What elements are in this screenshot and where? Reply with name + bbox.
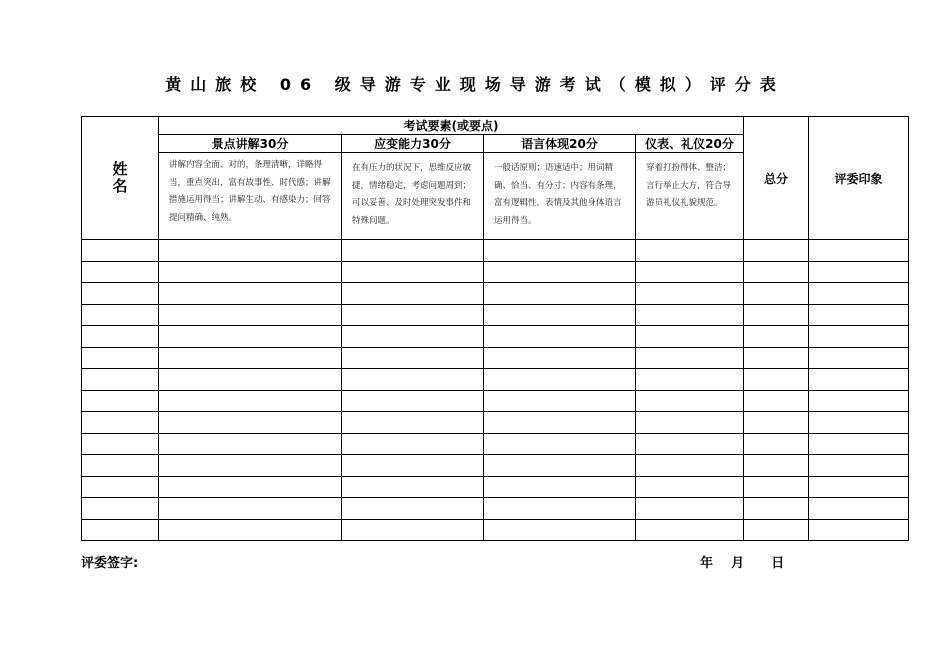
table-cell[interactable]: [484, 283, 636, 305]
table-cell[interactable]: [809, 326, 909, 348]
score-table: [81, 116, 909, 541]
table-cell[interactable]: [809, 519, 909, 541]
table-cell[interactable]: [342, 369, 484, 391]
table-row: [82, 412, 909, 434]
table-cell[interactable]: [484, 240, 636, 262]
table-cell[interactable]: [82, 240, 159, 262]
name-header-char: 姓: [112, 160, 128, 178]
category-description-adaptability: [342, 153, 484, 240]
table-cell[interactable]: [744, 283, 809, 305]
table-cell[interactable]: [809, 476, 909, 498]
category-header-etiquette: 仪表、礼仪20分: [636, 135, 744, 153]
table-row: [82, 455, 909, 477]
table-cell[interactable]: [636, 261, 744, 283]
table-cell[interactable]: [636, 433, 744, 455]
table-cell[interactable]: [159, 498, 342, 520]
table-cell[interactable]: [809, 240, 909, 262]
table-cell[interactable]: [342, 326, 484, 348]
table-cell[interactable]: [636, 476, 744, 498]
description-text: 讲解内容全面、对的，条理清晰，详略得当，重点突出，富有故事性、时代感；讲解措施运用得当；讲解生动、有感染力；回答提问精确、纯熟。: [169, 160, 331, 223]
table-cell[interactable]: [82, 433, 159, 455]
table-cell[interactable]: [342, 498, 484, 520]
table-cell[interactable]: [636, 369, 744, 391]
table-cell[interactable]: [809, 347, 909, 369]
table-cell[interactable]: [484, 412, 636, 434]
table-row: [82, 519, 909, 541]
table-row: [82, 240, 909, 262]
table-cell[interactable]: [484, 326, 636, 348]
table-row: [82, 283, 909, 305]
table-cell[interactable]: [744, 240, 809, 262]
table-row: [82, 498, 909, 520]
table-cell[interactable]: [342, 519, 484, 541]
table-cell[interactable]: [342, 412, 484, 434]
table-cell[interactable]: [159, 455, 342, 477]
table-cell[interactable]: [484, 519, 636, 541]
table-cell[interactable]: [82, 326, 159, 348]
category-header-scenic-explanation: 景点讲解30分: [159, 135, 342, 153]
category-description-scenic-explanation: [159, 153, 342, 240]
table-cell[interactable]: [809, 498, 909, 520]
table-cell[interactable]: [636, 283, 744, 305]
table-cell[interactable]: [159, 369, 342, 391]
table-cell[interactable]: [744, 412, 809, 434]
date-label: 年 月 日: [700, 556, 785, 571]
table-cell[interactable]: [744, 304, 809, 326]
table-cell[interactable]: [809, 433, 909, 455]
table-cell[interactable]: [744, 455, 809, 477]
table-cell[interactable]: [159, 240, 342, 262]
table-cell[interactable]: [484, 347, 636, 369]
category-header-language: 语言体现20分: [484, 135, 636, 153]
name-header-char: 名: [112, 177, 128, 195]
table-cell[interactable]: [82, 519, 159, 541]
table-cell[interactable]: [484, 390, 636, 412]
table-cell[interactable]: [809, 304, 909, 326]
table-cell[interactable]: [636, 326, 744, 348]
table-cell[interactable]: [342, 433, 484, 455]
table-cell[interactable]: [484, 369, 636, 391]
table-cell[interactable]: [159, 261, 342, 283]
table-cell[interactable]: [342, 390, 484, 412]
table-cell[interactable]: [484, 476, 636, 498]
judge-signature-label: 评委签字:: [81, 556, 139, 571]
table-cell[interactable]: [82, 455, 159, 477]
table-cell[interactable]: [342, 347, 484, 369]
table-cell[interactable]: [744, 476, 809, 498]
table-cell[interactable]: [484, 261, 636, 283]
table-row: [82, 433, 909, 455]
table-cell[interactable]: [159, 519, 342, 541]
table-cell[interactable]: [636, 412, 744, 434]
table-cell[interactable]: [159, 326, 342, 348]
table-cell[interactable]: [484, 455, 636, 477]
table-cell[interactable]: [636, 304, 744, 326]
table-cell[interactable]: [342, 304, 484, 326]
table-cell[interactable]: [636, 455, 744, 477]
category-description-language: [484, 153, 636, 240]
table-row: [82, 347, 909, 369]
name-column-header: [82, 117, 159, 240]
table-cell[interactable]: [744, 498, 809, 520]
total-score-header: 总分: [744, 117, 809, 240]
table-cell[interactable]: [744, 326, 809, 348]
table-cell[interactable]: [82, 498, 159, 520]
judge-impression-header: 评委印象: [809, 117, 909, 240]
table-cell[interactable]: [636, 347, 744, 369]
table-row: [82, 261, 909, 283]
table-cell[interactable]: [342, 261, 484, 283]
table-cell[interactable]: [159, 390, 342, 412]
table-cell[interactable]: [744, 433, 809, 455]
table-cell[interactable]: [744, 390, 809, 412]
table-cell[interactable]: [744, 519, 809, 541]
table-cell[interactable]: [82, 412, 159, 434]
table-cell[interactable]: [159, 283, 342, 305]
table-cell[interactable]: [809, 412, 909, 434]
table-cell[interactable]: [636, 390, 744, 412]
table-cell[interactable]: [484, 433, 636, 455]
table-cell[interactable]: [744, 347, 809, 369]
table-row: [82, 390, 909, 412]
category-description-etiquette: [636, 153, 744, 240]
table-cell[interactable]: [809, 261, 909, 283]
table-row: [82, 369, 909, 391]
table-row: [82, 476, 909, 498]
description-text: 穿着打扮得体、整洁；言行举止大方，符合导游员礼仪礼貌规范。: [646, 163, 732, 208]
table-cell[interactable]: [342, 283, 484, 305]
table-cell[interactable]: [82, 304, 159, 326]
table-cell[interactable]: [342, 476, 484, 498]
exam-elements-header: 考试要素(或要点): [159, 117, 744, 135]
table-cell[interactable]: [636, 519, 744, 541]
table-cell[interactable]: [82, 283, 159, 305]
table-cell[interactable]: [82, 369, 159, 391]
description-text: 一般话原则；语速适中；用词精确、恰当、有分寸；内容有条理，富有逻辑性，表情及其他身体语言运用得当。: [494, 163, 622, 226]
table-cell[interactable]: [82, 347, 159, 369]
table-cell[interactable]: [82, 261, 159, 283]
table-cell[interactable]: [809, 455, 909, 477]
table-cell[interactable]: [159, 347, 342, 369]
table-cell[interactable]: [484, 498, 636, 520]
category-header-adaptability: 应变能力30分: [342, 135, 484, 153]
table-cell[interactable]: [82, 390, 159, 412]
table-cell[interactable]: [159, 304, 342, 326]
table-cell[interactable]: [82, 476, 159, 498]
table-cell[interactable]: [809, 390, 909, 412]
table-cell[interactable]: [809, 283, 909, 305]
table-cell[interactable]: [159, 476, 342, 498]
table-cell[interactable]: [159, 433, 342, 455]
description-text: 在有压力的状况下，思维反应敏捷，情绪稳定，考虑问题周到；可以妥善、及时处理突发事件和特殊问题。: [352, 163, 472, 226]
table-row: [82, 326, 909, 348]
table-cell[interactable]: [159, 412, 342, 434]
table-cell[interactable]: [342, 240, 484, 262]
table-cell[interactable]: [744, 369, 809, 391]
table-cell[interactable]: [809, 369, 909, 391]
page-title: 黄山旅校 06 级导游专业现场导游考试（模拟）评分表: [165, 75, 785, 94]
table-cell[interactable]: [636, 240, 744, 262]
table-cell[interactable]: [342, 455, 484, 477]
table-row: [82, 304, 909, 326]
table-cell[interactable]: [484, 304, 636, 326]
table-cell[interactable]: [636, 498, 744, 520]
table-cell[interactable]: [744, 261, 809, 283]
